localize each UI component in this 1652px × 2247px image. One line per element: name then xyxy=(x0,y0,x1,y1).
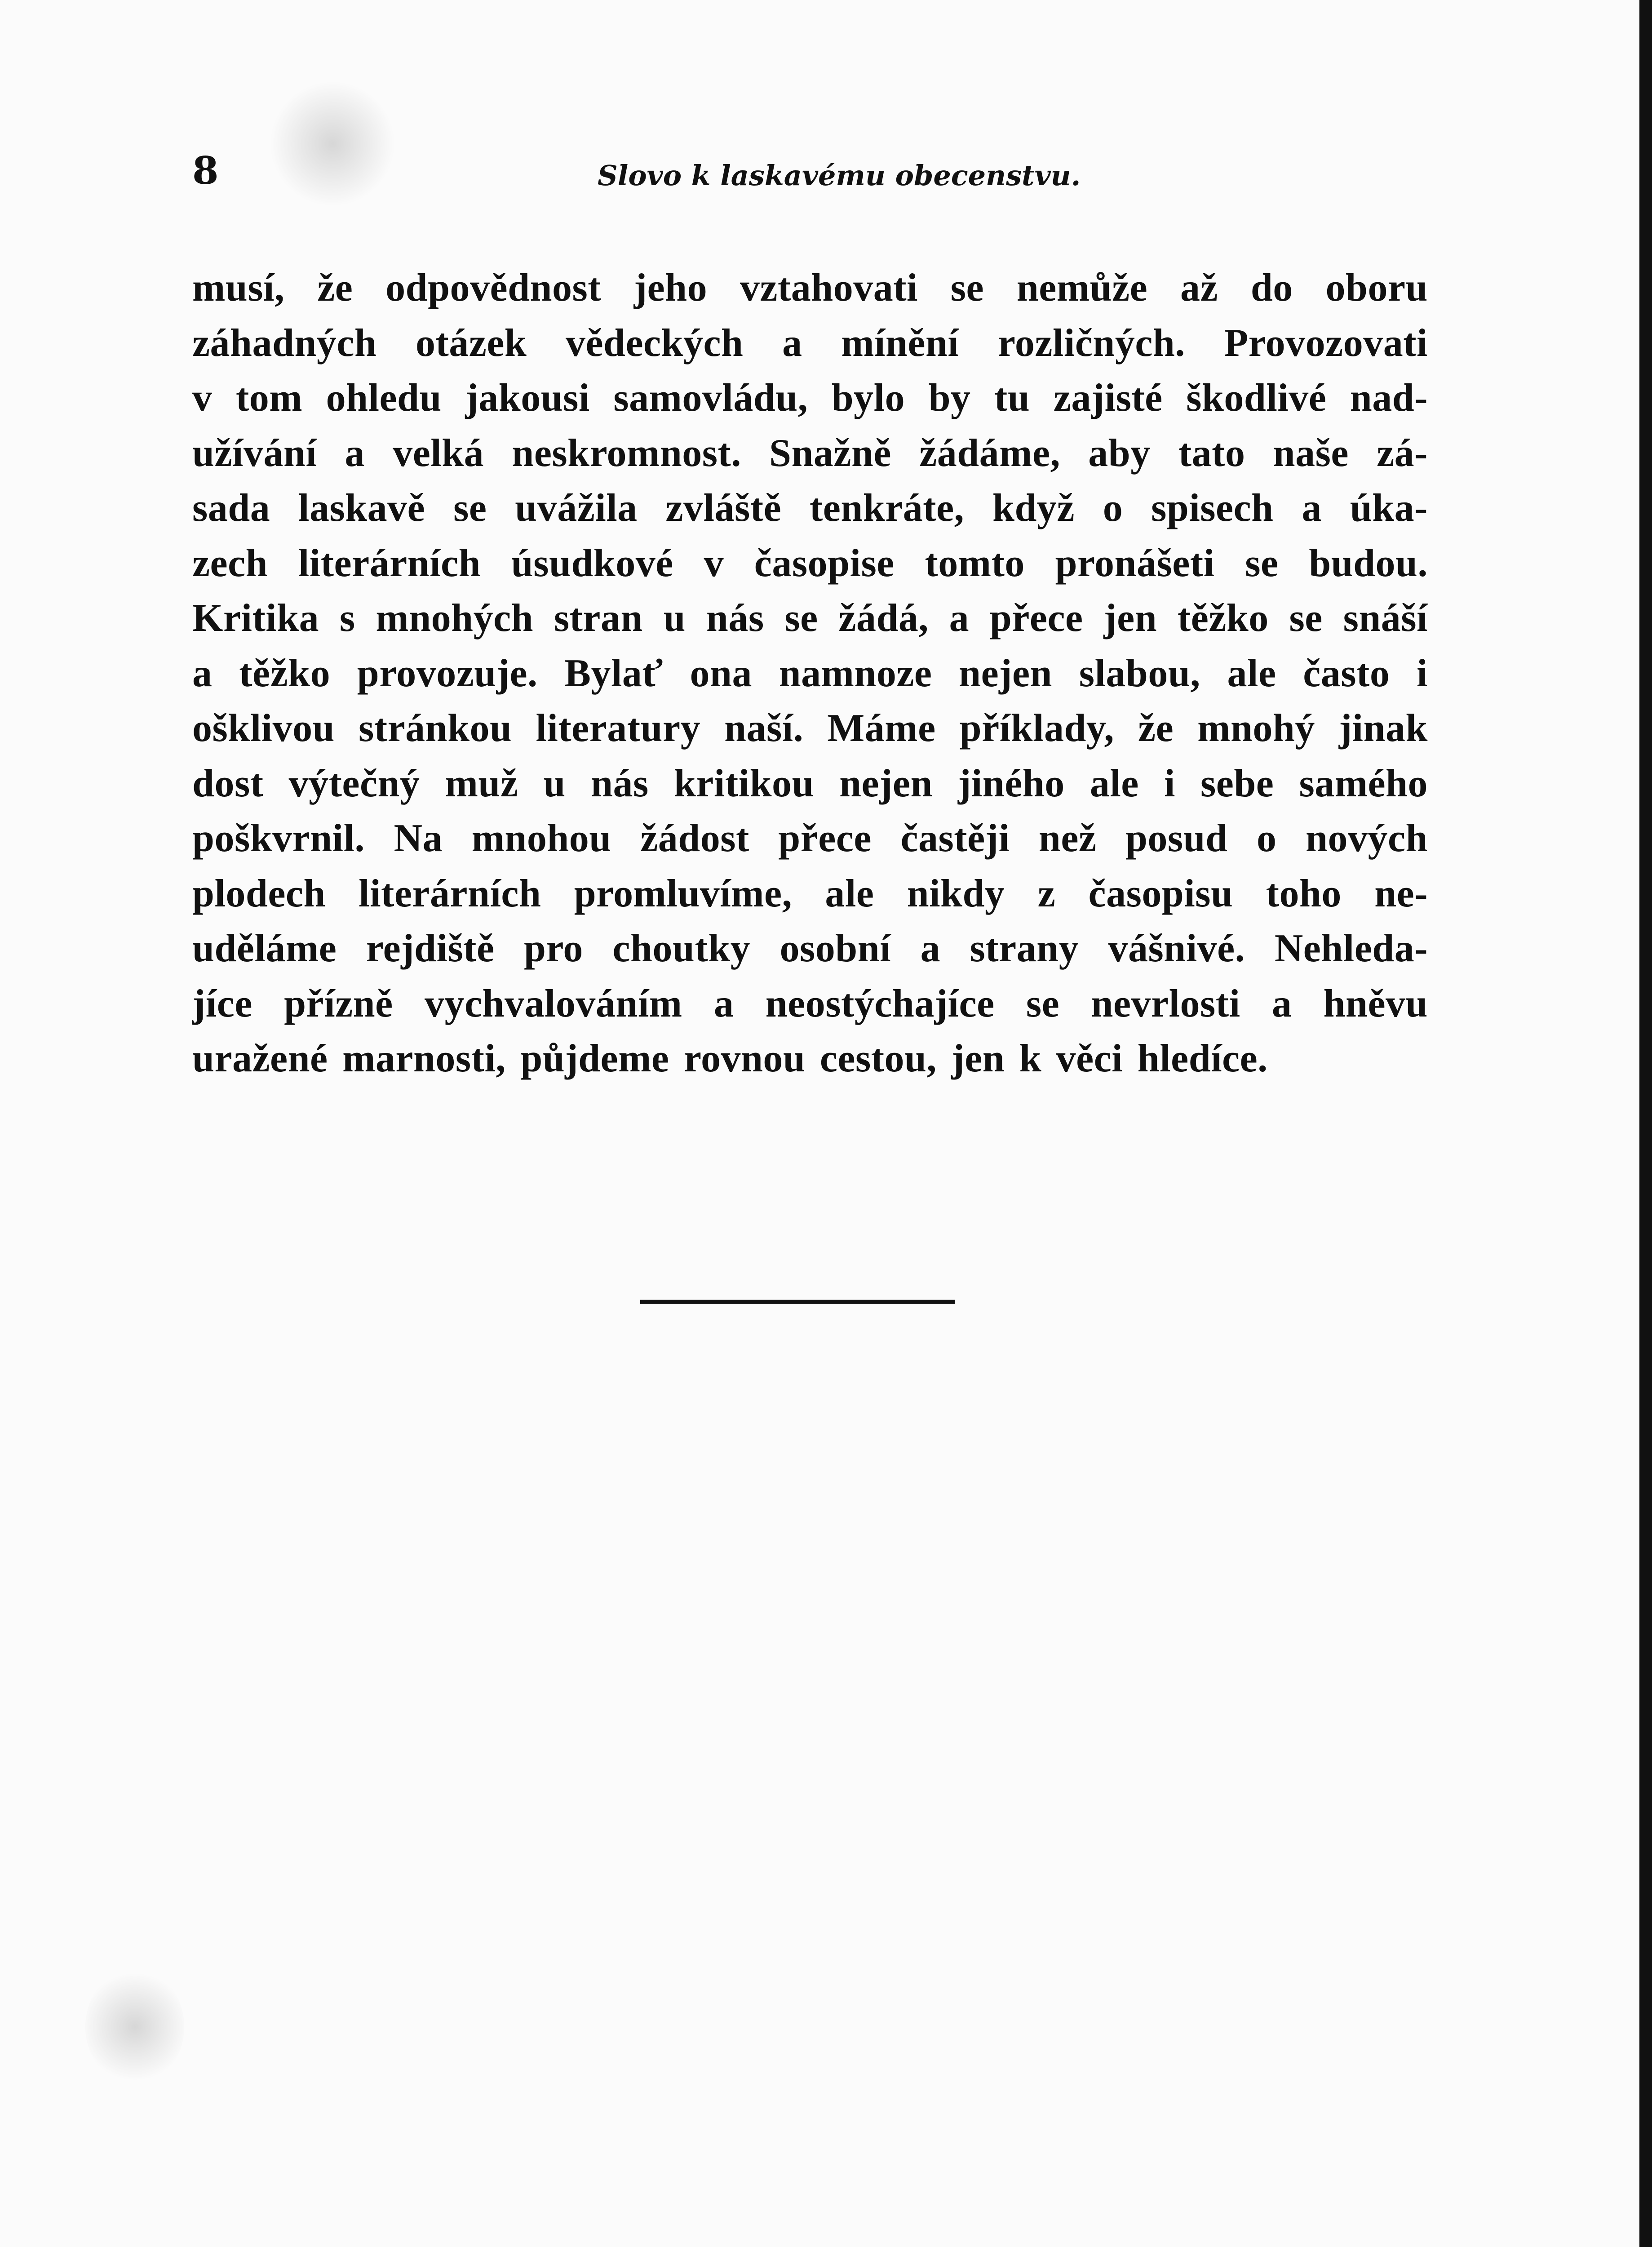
text-line: zech literárních úsudkové v časopise tomto pronášeti se budou. xyxy=(192,541,1428,585)
body-paragraph xyxy=(192,261,1428,1087)
text-line: poškvrnil. Na mnohou žádost přece častěji než posud o nových xyxy=(192,817,1428,860)
scan-smudge xyxy=(85,1968,184,2085)
text-line: v tom ohledu jakousi samovládu, bylo by tu zajisté škodlivé nad- xyxy=(192,376,1428,420)
section-rule xyxy=(640,1300,955,1304)
running-head: Slovo k laskavému obecenstvu. xyxy=(598,159,1081,192)
text-line: ošklivou stránkou literatury naší. Máme příklady, že mnohý jinak xyxy=(192,706,1428,750)
text-line: dost výtečný muž u nás kritikou nejen jiného ale i sebe samého xyxy=(192,761,1428,805)
text-line: záhadných otázek vědeckých a mínění rozličných. Provozovati xyxy=(192,321,1428,365)
text-line: uražené marnosti, půjdeme rovnou cestou, jen k věci hledíce. xyxy=(192,1037,1268,1080)
text-line: užívání a velká neskromnost. Snažně žádáme, aby tato naše zá- xyxy=(192,431,1428,475)
text-line: a těžko provozuje. Bylať ona namnoze nejen slabou, ale často i xyxy=(192,651,1428,695)
scan-border-right xyxy=(1639,0,1652,2247)
text-line: uděláme rejdiště pro choutky osobní a strany vášnivé. Nehleda- xyxy=(192,927,1428,970)
page-number: 8 xyxy=(192,148,219,193)
text-line: sada laskavě se uvážila zvláště tenkráte, když o spisech a úka- xyxy=(192,486,1428,530)
text-line: plodech literárních promluvíme, ale nikdy z časopisu toho ne- xyxy=(192,871,1428,915)
scan-smudge xyxy=(270,81,395,207)
text-line: jíce přízně vychvalováním a neostýchajíce se nevrlosti a hněvu xyxy=(192,981,1428,1026)
text-line: musí, že odpovědnost jeho vztahovati se nemůže až do oboru xyxy=(192,266,1428,310)
text-line: Kritika s mnohých stran u nás se žádá, a přece jen těžko se snáší xyxy=(192,596,1428,640)
